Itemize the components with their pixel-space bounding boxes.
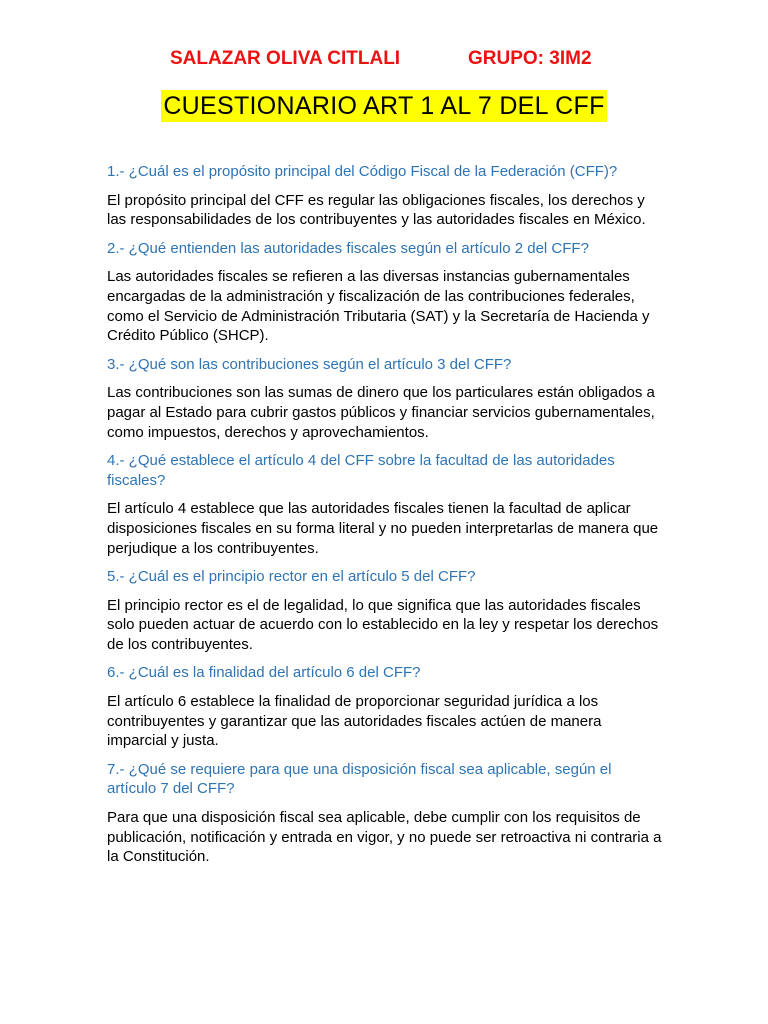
question-4: 4.- ¿Qué establece el artículo 4 del CFF sobre la facultad de las autoridades fiscales?	[107, 452, 615, 489]
question-3: 3.- ¿Qué son las contribuciones según el artículo 3 del CFF?	[107, 355, 512, 373]
question-1: 1.- ¿Cuál es el propósito principal del Código Fiscal de la Federación (CFF)?	[107, 163, 618, 180]
title-container	[0, 90, 768, 122]
answer-7: Para que una disposición fiscal sea aplicable, debe cumplir con los requisitos de publicación, notificación y entrada en vigor, y no puede ser retroactiva ni contraria a la Constitución.	[107, 809, 662, 866]
questionnaire	[107, 162, 663, 876]
answer-6: El artículo 6 establece la finalidad de proporcionar seguridad jurídica a los contribuyentes y garantizar que las autoridades fiscales actúen de manera imparcial y justa.	[107, 693, 602, 750]
answer-5: El principio rector es el de legalidad, lo que significa que las autoridades fiscales solo pueden actuar de acuerdo con lo establecido en la ley y respetar los derechos de los contribuyentes.	[107, 596, 659, 653]
group-label: GRUPO: 3IM2	[468, 48, 592, 69]
question-7: 7.- ¿Qué se requiere para que una disposición fiscal sea aplicable, según el artículo 7 del CFF?	[107, 760, 612, 798]
question-2: 2.- ¿Qué entienden las autoridades fiscales según el artículo 2 del CFF?	[107, 239, 589, 257]
question-5: 5.- ¿Cuál es el principio rector en el artículo 5 del CFF?	[107, 568, 476, 586]
document-title: CUESTIONARIO ART 1 AL 7 DEL CFF	[163, 92, 605, 120]
answer-4: El artículo 4 establece que las autoridades fiscales tienen la facultad de aplicar disposiciones fiscales en su forma literal y no pueden interpretarlas de manera que perjudique a los contribuyentes.	[107, 500, 659, 557]
answer-1: El propósito principal del CFF es regular las obligaciones fiscales, los derechos y las responsabilidades de los contribuyentes y las autoridades fiscales en México.	[107, 191, 646, 229]
document-header	[0, 47, 768, 71]
answer-2: Las autoridades fiscales se refieren a las diversas instancias gubernamentales encargadas de la administración y fiscalización de las contribuciones federales, como el Servicio de Administración Tributaria (SAT) y la Secretaría de Hacienda y Crédito Público (SHCP).	[107, 268, 650, 345]
question-6: 6.- ¿Cuál es la finalidad del artículo 6 del CFF?	[107, 664, 421, 682]
author-name: SALAZAR OLIVA CITLALI	[170, 48, 401, 69]
answer-3: Las contribuciones son las sumas de dinero que los particulares están obligados a pagar al Estado para cubrir gastos públicos y financiar servicios gubernamentales, como impuestos, derechos y aprovechamientos.	[107, 384, 655, 441]
